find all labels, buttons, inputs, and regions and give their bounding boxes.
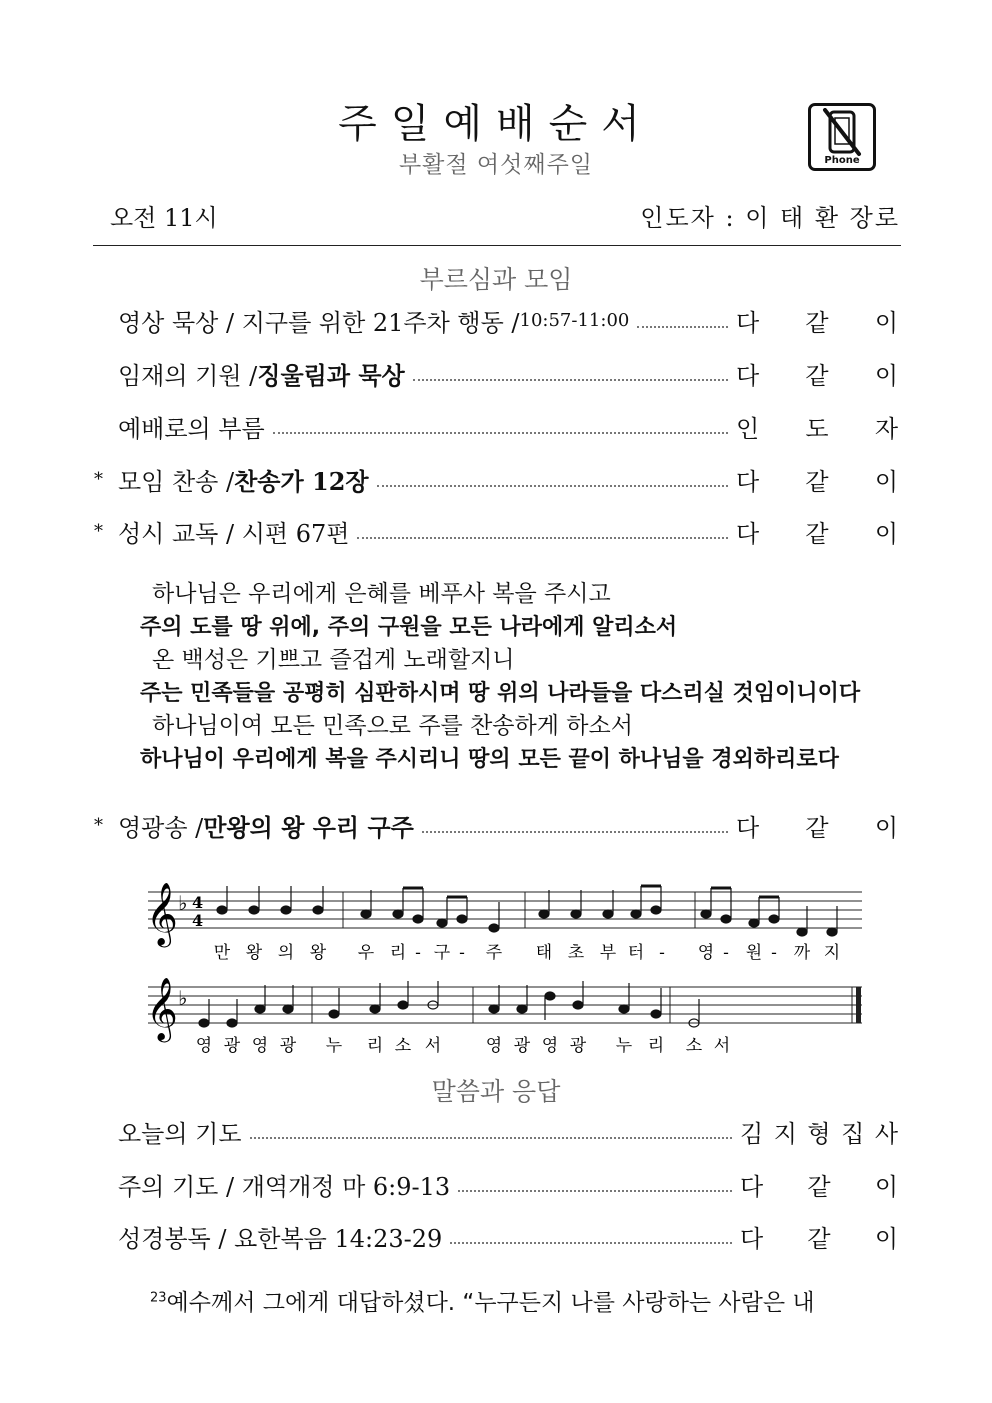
lyric-syllable: 만	[213, 943, 231, 963]
lyric-syllable: -	[459, 943, 465, 963]
lyric-syllable: -	[771, 943, 777, 963]
order-item-lords-prayer	[118, 1167, 898, 1201]
lyric-syllable: 부	[599, 943, 617, 963]
order-item-responsible: 김 지 형 집 사	[740, 1119, 898, 1148]
lyric-syllable: 영	[541, 1036, 559, 1056]
standing-marker: *	[94, 520, 103, 542]
order-item-call-to-worship	[118, 409, 898, 443]
order-item-prayer	[118, 1114, 898, 1148]
leader-dots	[637, 325, 728, 328]
lyric-syllable: 초	[567, 943, 585, 963]
lyric-syllable: -	[415, 943, 421, 963]
order-item-responsible: 다 같 이	[736, 813, 898, 842]
lyric-syllable: 우	[357, 943, 375, 963]
lyric-syllable: 왕	[309, 943, 327, 963]
order-item-gloria	[94, 808, 898, 842]
order-item-responsible: 인 도 자	[736, 414, 898, 443]
lyric-syllable: 왕	[245, 943, 263, 963]
verse-text: 예수께서 그에게 대답하셨다. “누구든지 나를 사랑하는 사람은 내	[166, 1290, 815, 1316]
psalm-leader-line: 하나님이여 모든 민족으로 주를 찬송하게 하소서	[152, 713, 633, 739]
flat-sign-icon: ♭	[178, 986, 188, 1010]
psalm-leader-line: 온 백성은 기쁘고 즐겁게 노래할지니	[152, 647, 515, 673]
page-title: 주일예배순서	[338, 101, 654, 147]
order-item-scripture-reading	[118, 1219, 898, 1253]
order-item-responsible: 다 같 이	[736, 467, 898, 496]
leader-dots	[250, 1136, 732, 1139]
page-subtitle: 부활절 여섯째주일	[398, 152, 594, 178]
order-item-responsible: 다 같 이	[736, 519, 898, 548]
order-item-time: 10:57-11:00	[519, 309, 630, 331]
order-item-label: 오늘의 기도	[118, 1119, 242, 1148]
psalm-congregation-line: 하나님이 우리에게 복을 주시리니 땅의 모든 끝이 하나님을 경외하리로다	[140, 747, 839, 772]
scripture-verse	[150, 1284, 815, 1317]
order-item-bold: 징울림과 묵상	[257, 360, 405, 390]
lyric-syllable: 서	[713, 1036, 731, 1056]
order-item-label: 영광송 /	[118, 813, 204, 842]
standing-marker: *	[94, 814, 103, 836]
order-item-label: 영상 묵상 / 지구를 위한 21주차 행동 /	[118, 308, 520, 337]
lyric-syllable: 태	[535, 943, 553, 963]
sheet-music	[140, 870, 870, 1070]
leader-dots	[377, 484, 728, 487]
time-signature-top: 4	[192, 893, 204, 912]
order-item-responsible: 다 같 이	[736, 361, 898, 390]
lyric-syllable: 지	[823, 943, 841, 963]
order-item-bold: 만왕의 왕 우리 구주	[203, 812, 414, 842]
lyric-syllable: 까	[793, 943, 811, 963]
lyric-syllable: 서	[424, 1036, 442, 1056]
section-heading-gathering: 부르심과 모임	[419, 265, 573, 294]
psalm-reading	[140, 578, 900, 776]
section-heading-word: 말씀과 응답	[431, 1077, 561, 1106]
flat-sign-icon: ♭	[178, 891, 188, 915]
order-item-responsible: 다 같 이	[740, 1172, 898, 1201]
phone-label: Phone	[824, 155, 860, 166]
order-item-label: 모임 찬송 /	[118, 467, 235, 496]
order-item-responsive-reading	[94, 514, 898, 548]
order-item-invocation	[118, 356, 898, 390]
lyric-syllable: 누	[325, 1036, 343, 1056]
leader-dots	[357, 536, 728, 539]
lyric-syllable: 리	[366, 1036, 384, 1056]
lyric-syllable: 광	[513, 1036, 531, 1056]
lyric-syllable: 영	[485, 1036, 503, 1056]
leader-dots	[458, 1189, 732, 1192]
no-phone-icon	[808, 103, 876, 171]
order-item-video-meditation	[118, 303, 898, 337]
leader-dots	[422, 830, 728, 833]
order-item-opening-hymn	[94, 462, 898, 496]
treble-clef-icon: 𝄞	[146, 977, 178, 1040]
header-divider	[93, 245, 901, 246]
lyric-syllable: 터	[627, 943, 645, 963]
lyric-syllable: 누	[615, 1036, 633, 1056]
psalm-leader-line: 하나님은 우리에게 은혜를 베푸사 복을 주시고	[152, 581, 611, 607]
order-item-bold: 찬송가 12장	[234, 466, 369, 496]
lyric-syllable: 광	[569, 1036, 587, 1056]
order-item-responsible: 다 같 이	[736, 308, 898, 337]
leader-dots	[273, 431, 728, 434]
psalm-congregation-line: 주는 민족들을 공평히 심판하시며 땅 위의 나라들을 다스리실 것임이니이다	[140, 681, 861, 706]
lyric-syllable: 원	[745, 943, 763, 963]
order-item-label: 예배로의 부름	[118, 414, 265, 443]
lyric-syllable: 리	[389, 943, 407, 963]
lyric-syllable: -	[723, 943, 729, 963]
lyric-syllable: 의	[277, 943, 295, 963]
time-signature-bottom: 4	[192, 911, 204, 930]
lyric-syllable: 리	[647, 1036, 665, 1056]
lyric-syllable: 영	[251, 1036, 269, 1056]
lyric-syllable: 광	[223, 1036, 241, 1056]
lyric-syllable: -	[659, 943, 665, 963]
lyric-syllable: 영	[195, 1036, 213, 1056]
lyric-syllable: 광	[279, 1036, 297, 1056]
lyric-syllable: 소	[685, 1036, 703, 1056]
standing-marker: *	[94, 468, 103, 490]
lyric-syllable: 영	[697, 943, 715, 963]
treble-clef-icon: 𝄞	[146, 882, 178, 945]
order-item-label: 성시 교독 / 시편 67편	[118, 519, 350, 548]
lyric-syllable: 주	[485, 943, 503, 963]
leader-dots	[413, 378, 728, 381]
order-item-label: 임재의 기원 /	[118, 361, 258, 390]
order-item-responsible: 다 같 이	[740, 1224, 898, 1253]
order-item-label: 성경봉독 / 요한복음 14:23-29	[118, 1224, 443, 1253]
verse-number: 23	[150, 1290, 167, 1306]
phone-icon	[811, 108, 873, 158]
service-leader: 인도자 : 이 태 환 장로	[640, 204, 900, 232]
lyric-syllable: 소	[394, 1036, 412, 1056]
leader-dots	[450, 1241, 732, 1244]
lyric-syllable: 구	[433, 943, 451, 963]
psalm-congregation-line: 주의 도를 땅 위에, 주의 구원을 모든 나라에게 알리소서	[140, 615, 678, 640]
order-item-label: 주의 기도 / 개역개정 마 6:9-13	[118, 1172, 451, 1201]
service-time: 오전 11시	[110, 204, 218, 232]
